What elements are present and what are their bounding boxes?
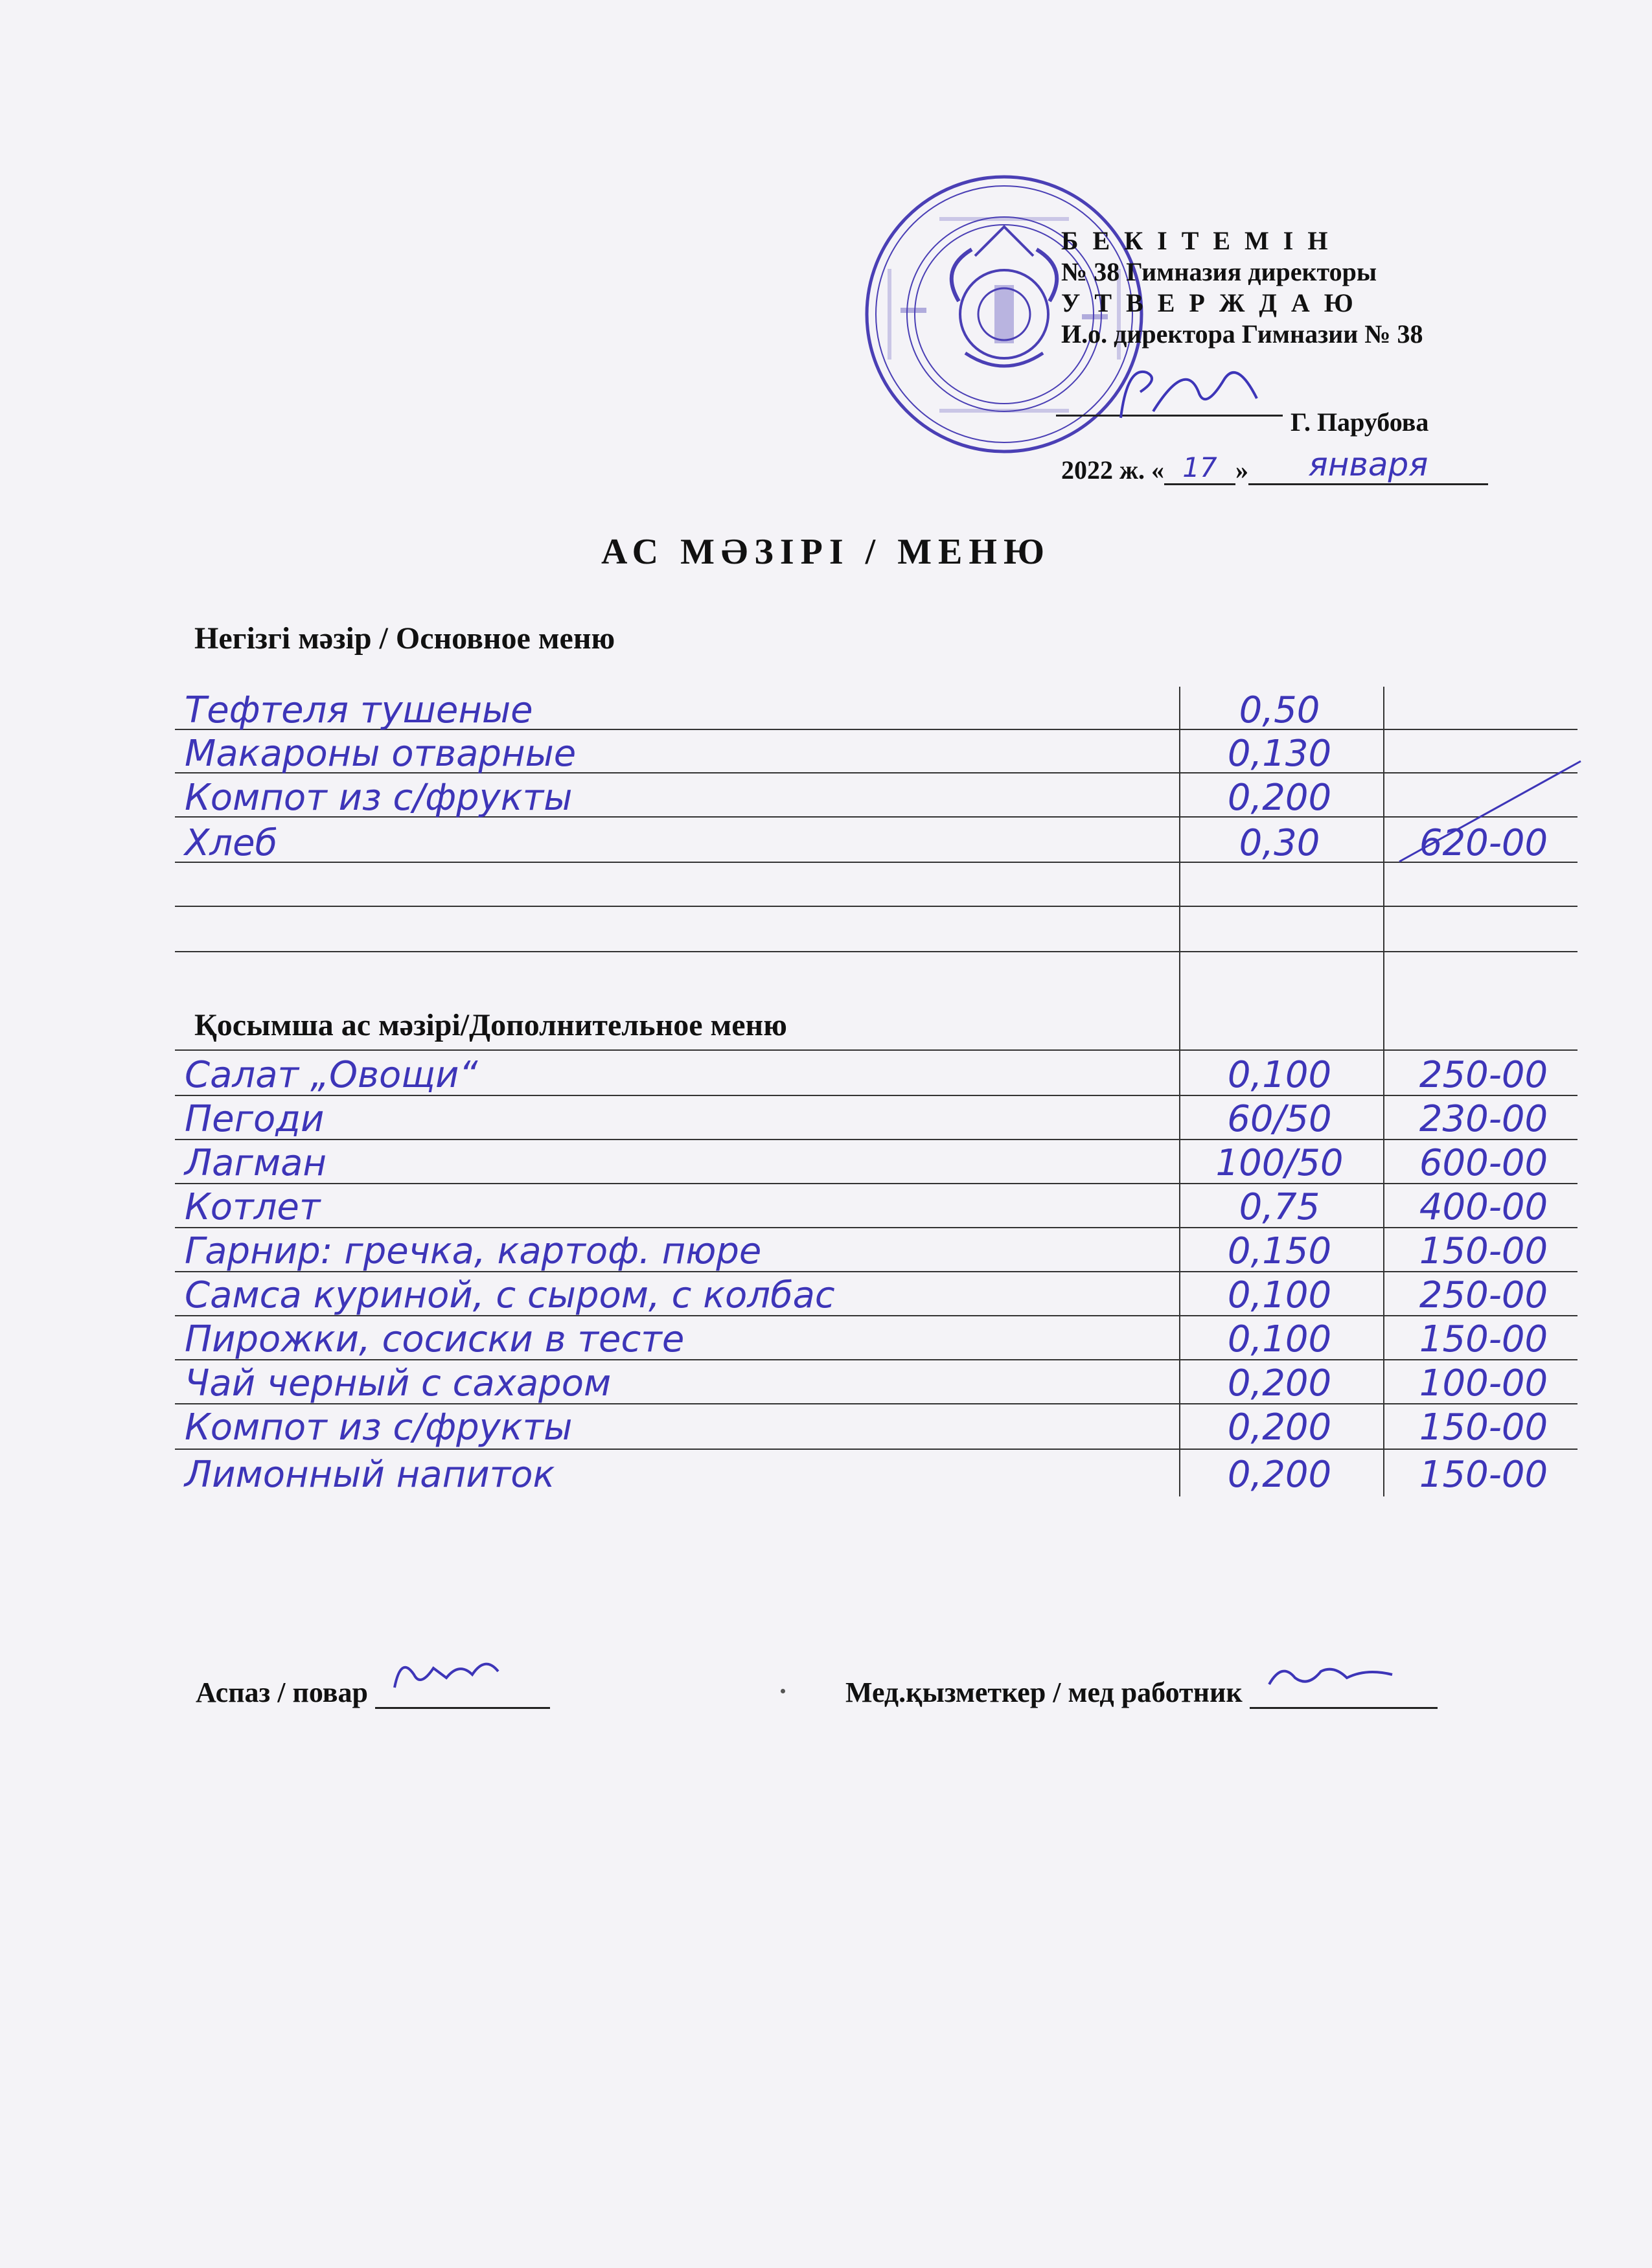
director-signature-icon — [1108, 353, 1276, 431]
extra-item-price: 230-00 — [1419, 1098, 1548, 1140]
extra-item-name: Салат „Овощи“ — [185, 1054, 478, 1096]
med-signature-line — [1250, 1675, 1438, 1709]
approval-date — [1061, 446, 1488, 485]
cook-signature — [196, 1675, 550, 1709]
row-line — [175, 862, 1577, 863]
extra-item-name: Лагман — [185, 1142, 327, 1184]
main-item-name: Компот из с/фрукты — [185, 777, 573, 819]
med-label: Мед.қызметкер / мед работник — [845, 1677, 1243, 1708]
extra-item-qty: 0,100 — [1227, 1274, 1332, 1316]
extra-item-qty: 60/50 — [1227, 1098, 1332, 1140]
extra-item-name: Самса куриной, с сыром, с колбас — [185, 1274, 835, 1316]
extra-item-qty: 0,200 — [1227, 1362, 1332, 1404]
director-name: Г. Парубова — [1291, 407, 1429, 437]
extra-item-qty: 0,200 — [1227, 1406, 1332, 1449]
main-item-name: Тефтеля тушеные — [185, 689, 533, 731]
extra-item-price: 150-00 — [1419, 1454, 1548, 1496]
row-line — [175, 951, 1577, 952]
main-item-qty: 0,200 — [1227, 777, 1332, 819]
extra-item-qty: 0,200 — [1227, 1454, 1332, 1496]
cook-signature-icon — [388, 1649, 505, 1701]
row-line — [175, 1227, 1577, 1228]
extra-item-qty: 0,75 — [1239, 1186, 1320, 1228]
extra-menu-heading: Қосымша ас мәзірі/Дополнительное меню — [194, 1008, 787, 1042]
extra-item-qty: 100/50 — [1215, 1142, 1344, 1184]
extra-item-price: 100-00 — [1419, 1362, 1548, 1404]
extra-item-price: 150-00 — [1419, 1406, 1548, 1449]
extra-item-price: 250-00 — [1419, 1274, 1548, 1316]
extra-item-price: 400-00 — [1419, 1186, 1548, 1228]
approval-ru: У Т В Е Р Ж Д А Ю — [1061, 288, 1357, 317]
date-mid: » — [1235, 455, 1249, 485]
date-prefix: 2022 ж. « — [1061, 455, 1165, 485]
extra-item-price: 250-00 — [1419, 1054, 1548, 1096]
row-line — [175, 1183, 1577, 1184]
extra-item-name: Гарнир: гречка, картоф. пюре — [185, 1230, 762, 1272]
med-signature — [845, 1675, 1438, 1709]
med-signature-icon — [1263, 1649, 1405, 1701]
approval-ru-position: И.о. директора Гимназии № 38 — [1061, 319, 1423, 349]
extra-item-price: 150-00 — [1419, 1318, 1548, 1360]
main-item-price: 620-00 — [1419, 822, 1548, 864]
approval-kz-position: № 38 Гимназия директоры — [1061, 257, 1377, 286]
main-menu-heading: Негізгі мәзір / Основное меню — [194, 621, 615, 656]
cook-label: Аспаз / повар — [196, 1677, 368, 1708]
row-line — [175, 1449, 1577, 1450]
extra-item-name: Лимонный напиток — [185, 1454, 555, 1496]
extra-item-name: Компот из с/фрукты — [185, 1406, 573, 1449]
extra-item-qty: 0,100 — [1227, 1054, 1332, 1096]
main-item-qty: 0,30 — [1239, 822, 1320, 864]
main-item-name: Хлеб — [185, 822, 278, 864]
date-day: 17 — [1164, 452, 1235, 485]
main-item-qty: 0,130 — [1227, 733, 1332, 775]
extra-item-price: 600-00 — [1419, 1142, 1548, 1184]
column-divider-qty — [1179, 687, 1180, 1496]
extra-item-price: 150-00 — [1419, 1230, 1548, 1272]
approval-block — [1061, 225, 1423, 350]
row-line — [175, 1139, 1577, 1140]
row-line — [175, 906, 1577, 907]
main-item-qty: 0,50 — [1239, 689, 1320, 731]
extra-item-name: Котлет — [185, 1186, 321, 1228]
extra-item-qty: 0,150 — [1227, 1230, 1332, 1272]
column-divider-price — [1383, 687, 1384, 1496]
extra-item-name: Пирожки, сосиски в тесте — [185, 1318, 685, 1360]
stray-dot — [781, 1689, 785, 1693]
main-item-name: Макароны отварные — [185, 733, 577, 775]
cook-signature-line — [375, 1675, 550, 1709]
extra-item-name: Пегоди — [185, 1098, 325, 1140]
date-month: января — [1248, 446, 1488, 485]
approval-kz: Б Е К І Т Е М І Н — [1061, 226, 1332, 255]
page-title: АС МӘЗІРІ / МЕНЮ — [601, 532, 1051, 572]
director-signature-line — [1056, 415, 1283, 417]
extra-item-name: Чай черный с сахаром — [185, 1362, 612, 1404]
extra-item-qty: 0,100 — [1227, 1318, 1332, 1360]
row-line — [175, 1049, 1577, 1051]
